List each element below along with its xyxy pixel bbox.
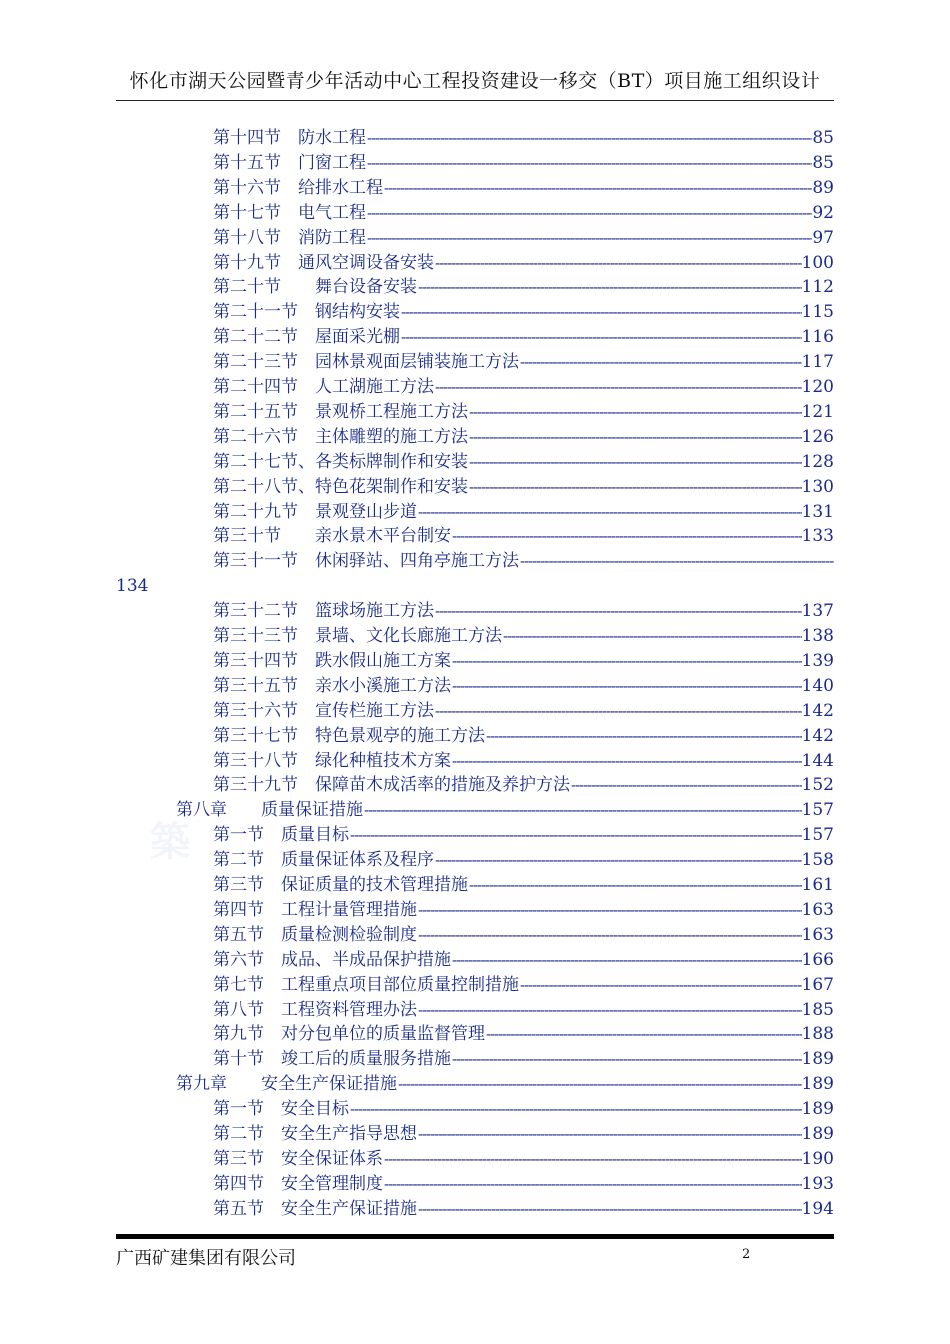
toc-entry-label: 第九章 安全生产保证措施 [176, 1074, 397, 1095]
toc-section-entry[interactable] [213, 998, 834, 1023]
toc-entry-label: 第一节 质量目标 [213, 825, 349, 846]
toc-entry-label: 第三十九节 保障苗木成活率的措施及养护方法 [213, 775, 570, 796]
toc-dash-leader [366, 226, 812, 251]
toc-page-number: 131 [801, 501, 834, 522]
toc-dash-leader [417, 500, 802, 525]
toc-entry-label: 第九节 对分包单位的质量监督管理 [213, 1024, 485, 1045]
toc-entry-label: 第十四节 防水工程 [213, 128, 366, 148]
toc-dash-leader [366, 151, 812, 176]
toc-page-number: 188 [801, 1024, 834, 1045]
toc-page-number: 158 [801, 850, 834, 871]
toc-section-entry[interactable] [213, 1047, 834, 1072]
toc-entry-label: 第三节 保证质量的技术管理措施 [213, 875, 468, 895]
toc-section-entry[interactable] [213, 475, 834, 500]
toc-dash-leader [363, 798, 802, 823]
toc-section-entry[interactable] [213, 699, 834, 724]
toc-dash-leader [434, 848, 802, 873]
toc-page-number: 157 [801, 825, 834, 846]
toc-section-entry[interactable] [213, 350, 834, 375]
toc-page-number: 152 [801, 775, 834, 796]
toc-section-entry[interactable] [213, 724, 834, 749]
toc-dash-leader [400, 325, 802, 350]
toc-dash-leader [485, 724, 802, 749]
toc-entry-label: 第三十八节 绿化种植技术方案 [213, 750, 451, 771]
toc-section-entry[interactable] [213, 948, 834, 973]
toc-entry-label: 第三十二节 篮球场施工方法 [213, 601, 434, 622]
toc-page-number: 97 [812, 227, 834, 248]
toc-dash-leader [417, 923, 802, 948]
page-header-title: 怀化市湖天公园暨青少年活动中心工程投资建设一移交（BT）项目施工组织设计 [129, 70, 821, 92]
toc-dash-leader [383, 1147, 802, 1172]
toc-entry-label: 第二十六节 主体雕塑的施工方法 [213, 426, 468, 447]
toc-section-entry[interactable] [213, 649, 834, 674]
toc-page-number: 190 [801, 1148, 834, 1169]
toc-dash-leader [468, 400, 802, 425]
toc-page-number: 139 [801, 650, 834, 671]
toc-dash-leader [417, 998, 802, 1023]
toc-entry-label: 第七节 工程重点项目部位质量控制措施 [213, 974, 519, 995]
toc-page-number: 185 [801, 999, 834, 1020]
toc-page-number: 138 [801, 626, 834, 646]
toc-page-number: 157 [801, 800, 834, 821]
toc-section-entry[interactable] [213, 1172, 834, 1197]
toc-section-entry[interactable] [213, 1147, 834, 1172]
toc-entry-label: 第三十三节 景墙、文化长廊施工方法 [213, 626, 502, 646]
toc-page-number: 137 [801, 601, 834, 622]
toc-page-number: 120 [801, 377, 834, 397]
toc-dash-leader [400, 300, 802, 325]
toc-dash-leader [434, 251, 802, 276]
toc-dash-leader [468, 475, 802, 500]
toc-section-entry[interactable] [213, 923, 834, 948]
toc-entry-label: 第十八节 消防工程 [213, 227, 366, 248]
toc-page-number: 144 [801, 750, 834, 771]
toc-page-number: 189 [801, 1049, 834, 1070]
toc-dash-leader [417, 1122, 802, 1147]
toc-dash-leader [519, 549, 834, 574]
toc-entry-label: 第二节 安全生产指导思想 [213, 1124, 417, 1144]
toc-section-entry[interactable] [213, 201, 834, 226]
toc-page-number: 85 [812, 152, 834, 173]
toc-entry-label: 第一节 安全目标 [213, 1099, 349, 1120]
toc-page-number: 193 [801, 1173, 834, 1194]
toc-entry-label: 第十九节 通风空调设备安装 [213, 252, 434, 273]
toc-page-number: 112 [801, 277, 834, 298]
toc-dash-leader [485, 1022, 802, 1047]
toc-section-entry[interactable] [213, 1097, 834, 1122]
toc-entry-label: 第二十三节 园林景观面层铺装施工方法 [213, 352, 519, 373]
toc-page-number: 189 [801, 1124, 834, 1144]
toc-section-entry[interactable] [213, 898, 834, 923]
toc-dash-leader [519, 973, 802, 998]
toc-section-entry[interactable] [213, 973, 834, 998]
toc-dash-leader [451, 649, 802, 674]
toc-dash-leader [570, 773, 802, 798]
footer-page-number: 2 [742, 1247, 751, 1262]
toc-entry-label: 第三十一节 休闲驿站、四角亭施工方法 [213, 551, 519, 572]
toc-section-entry[interactable] [213, 151, 834, 176]
toc-dash-leader [417, 1197, 802, 1222]
toc-entry-label: 第十七节 电气工程 [213, 202, 366, 223]
toc-entry-label: 第三十四节 跌水假山施工方案 [213, 650, 451, 671]
toc-page-number: 126 [801, 426, 834, 447]
toc-page-number: 161 [801, 875, 834, 895]
toc-dash-leader [519, 350, 802, 375]
toc-entry-label: 第十节 竣工后的质量服务措施 [213, 1049, 451, 1070]
toc-page-number: 116 [801, 327, 834, 348]
toc-dash-leader [434, 699, 802, 724]
toc-entry-label: 第八节 工程资料管理办法 [213, 999, 417, 1020]
toc-entry-label: 第三节 安全保证体系 [213, 1148, 383, 1169]
toc-page-number: 194 [801, 1198, 834, 1219]
toc-entry-label: 第三十五节 亲水小溪施工方法 [213, 675, 451, 696]
toc-section-entry[interactable] [213, 1197, 834, 1222]
toc-dash-leader [383, 1172, 802, 1197]
toc-page-number: 167 [801, 974, 834, 995]
toc-entry-label: 第二十一节 钢结构安装 [213, 302, 400, 323]
toc-entry-label: 第三十六节 宣传栏施工方法 [213, 700, 434, 721]
toc-page-number: 163 [801, 924, 834, 945]
toc-dash-leader [451, 948, 802, 973]
toc-dash-leader [451, 524, 802, 549]
toc-dash-leader [451, 749, 802, 774]
toc-section-entry[interactable] [213, 524, 834, 549]
toc-page-number: 128 [801, 451, 834, 472]
toc-entry-label: 第四节 工程计量管理措施 [213, 899, 417, 920]
toc-dash-leader [468, 873, 802, 898]
toc-page-number: 92 [812, 202, 834, 223]
toc-section-entry[interactable] [213, 823, 834, 848]
toc-section-entry[interactable] [213, 549, 834, 574]
toc-page-number: 189 [801, 1074, 834, 1095]
toc-section-entry[interactable] [213, 773, 834, 798]
toc-entry-label: 第五节 安全生产保证措施 [213, 1198, 417, 1219]
toc-page-number: 142 [801, 700, 834, 721]
toc-entry-label: 第五节 质量检测检验制度 [213, 924, 417, 945]
toc-entry-label: 第二节 质量保证体系及程序 [213, 850, 434, 871]
toc-entry-label: 第三十节 亲水景木平台制安 [213, 526, 451, 547]
toc-section-entry[interactable] [213, 848, 834, 873]
toc-entry-label: 第二十二节 屋面采光棚 [213, 327, 400, 348]
toc-dash-leader [502, 624, 802, 649]
toc-dash-leader [349, 1097, 802, 1122]
toc-section-entry[interactable] [213, 425, 834, 450]
toc-entry-label: 第二十八节、特色花架制作和安装 [213, 476, 468, 497]
toc-entry-label: 第二十九节 景观登山步道 [213, 501, 417, 522]
toc-page-number: 85 [812, 128, 834, 148]
toc-section-entry[interactable] [213, 176, 834, 201]
toc-entry-label: 第二十五节 景观桥工程施工方法 [213, 401, 468, 422]
toc-page-number: 130 [801, 476, 834, 497]
toc-page-number: 115 [801, 302, 834, 323]
toc-page-number: 117 [801, 352, 834, 373]
toc-dash-leader [451, 1047, 802, 1072]
toc-dash-leader [434, 375, 802, 400]
toc-section-entry[interactable] [213, 400, 834, 425]
toc-entry-label: 第三十七节 特色景观亭的施工方法 [213, 725, 485, 746]
toc-page-number: 133 [801, 526, 834, 547]
toc-section-entry[interactable] [213, 749, 834, 774]
footer-company-name: 广西矿建集团有限公司 [116, 1248, 296, 1269]
toc-page-number: 100 [801, 252, 834, 273]
toc-section-entry[interactable] [213, 1022, 834, 1047]
toc-page-number: 140 [801, 675, 834, 696]
toc-page-number: 89 [812, 177, 834, 198]
toc-dash-leader [434, 599, 802, 624]
toc-section-entry[interactable] [213, 251, 834, 276]
toc-section-entry[interactable] [213, 300, 834, 325]
toc-page-number: 142 [801, 725, 834, 746]
toc-section-entry[interactable] [213, 1122, 834, 1147]
toc-dash-leader [366, 126, 812, 151]
toc-entry-label: 第十六节 给排水工程 [213, 177, 383, 198]
toc-section-entry[interactable] [213, 325, 834, 350]
toc-dash-leader [383, 176, 812, 201]
header-divider [116, 100, 834, 101]
toc-entry-label: 第六节 成品、半成品保护措施 [213, 949, 451, 970]
toc-dash-leader [417, 275, 802, 300]
toc-page-number: 163 [801, 899, 834, 920]
toc-section-entry[interactable] [213, 624, 834, 649]
toc-dash-leader [397, 1072, 802, 1097]
toc-chapter-entry[interactable] [176, 1072, 834, 1097]
toc-entry-label: 第八章 质量保证措施 [176, 800, 363, 821]
toc-section-entry[interactable] [213, 599, 834, 624]
toc-section-entry[interactable] [213, 500, 834, 525]
toc-entry-label: 第四节 安全管理制度 [213, 1173, 383, 1194]
toc-section-entry[interactable] [213, 375, 834, 400]
watermark-mark: 築 [150, 819, 190, 865]
toc-section-entry[interactable] [213, 275, 834, 300]
toc-page-number-wrapped: 134 [116, 576, 149, 597]
toc-dash-leader [468, 425, 802, 450]
toc-section-entry[interactable] [213, 674, 834, 699]
toc-entry-label: 第二十四节 人工湖施工方法 [213, 377, 434, 397]
toc-entry-label: 第十五节 门窗工程 [213, 152, 366, 173]
toc-page-number: 166 [801, 949, 834, 970]
toc-section-entry[interactable] [213, 450, 834, 475]
toc-entry-label: 第二十节 舞台设备安装 [213, 277, 417, 298]
toc-section-entry[interactable] [213, 126, 834, 151]
toc-dash-leader [451, 674, 802, 699]
toc-section-entry[interactable] [213, 873, 834, 898]
toc-entry-label: 第二十七节、各类标牌制作和安装 [213, 451, 468, 472]
toc-section-entry[interactable] [213, 226, 834, 251]
toc-dash-leader [366, 201, 812, 226]
toc-chapter-entry[interactable] [176, 798, 834, 823]
toc-page-number: 121 [801, 401, 834, 422]
toc-dash-leader [349, 823, 802, 848]
footer-divider [116, 1234, 834, 1239]
toc-dash-leader [417, 898, 802, 923]
toc-dash-leader [468, 450, 802, 475]
toc-page-number: 189 [801, 1099, 834, 1120]
